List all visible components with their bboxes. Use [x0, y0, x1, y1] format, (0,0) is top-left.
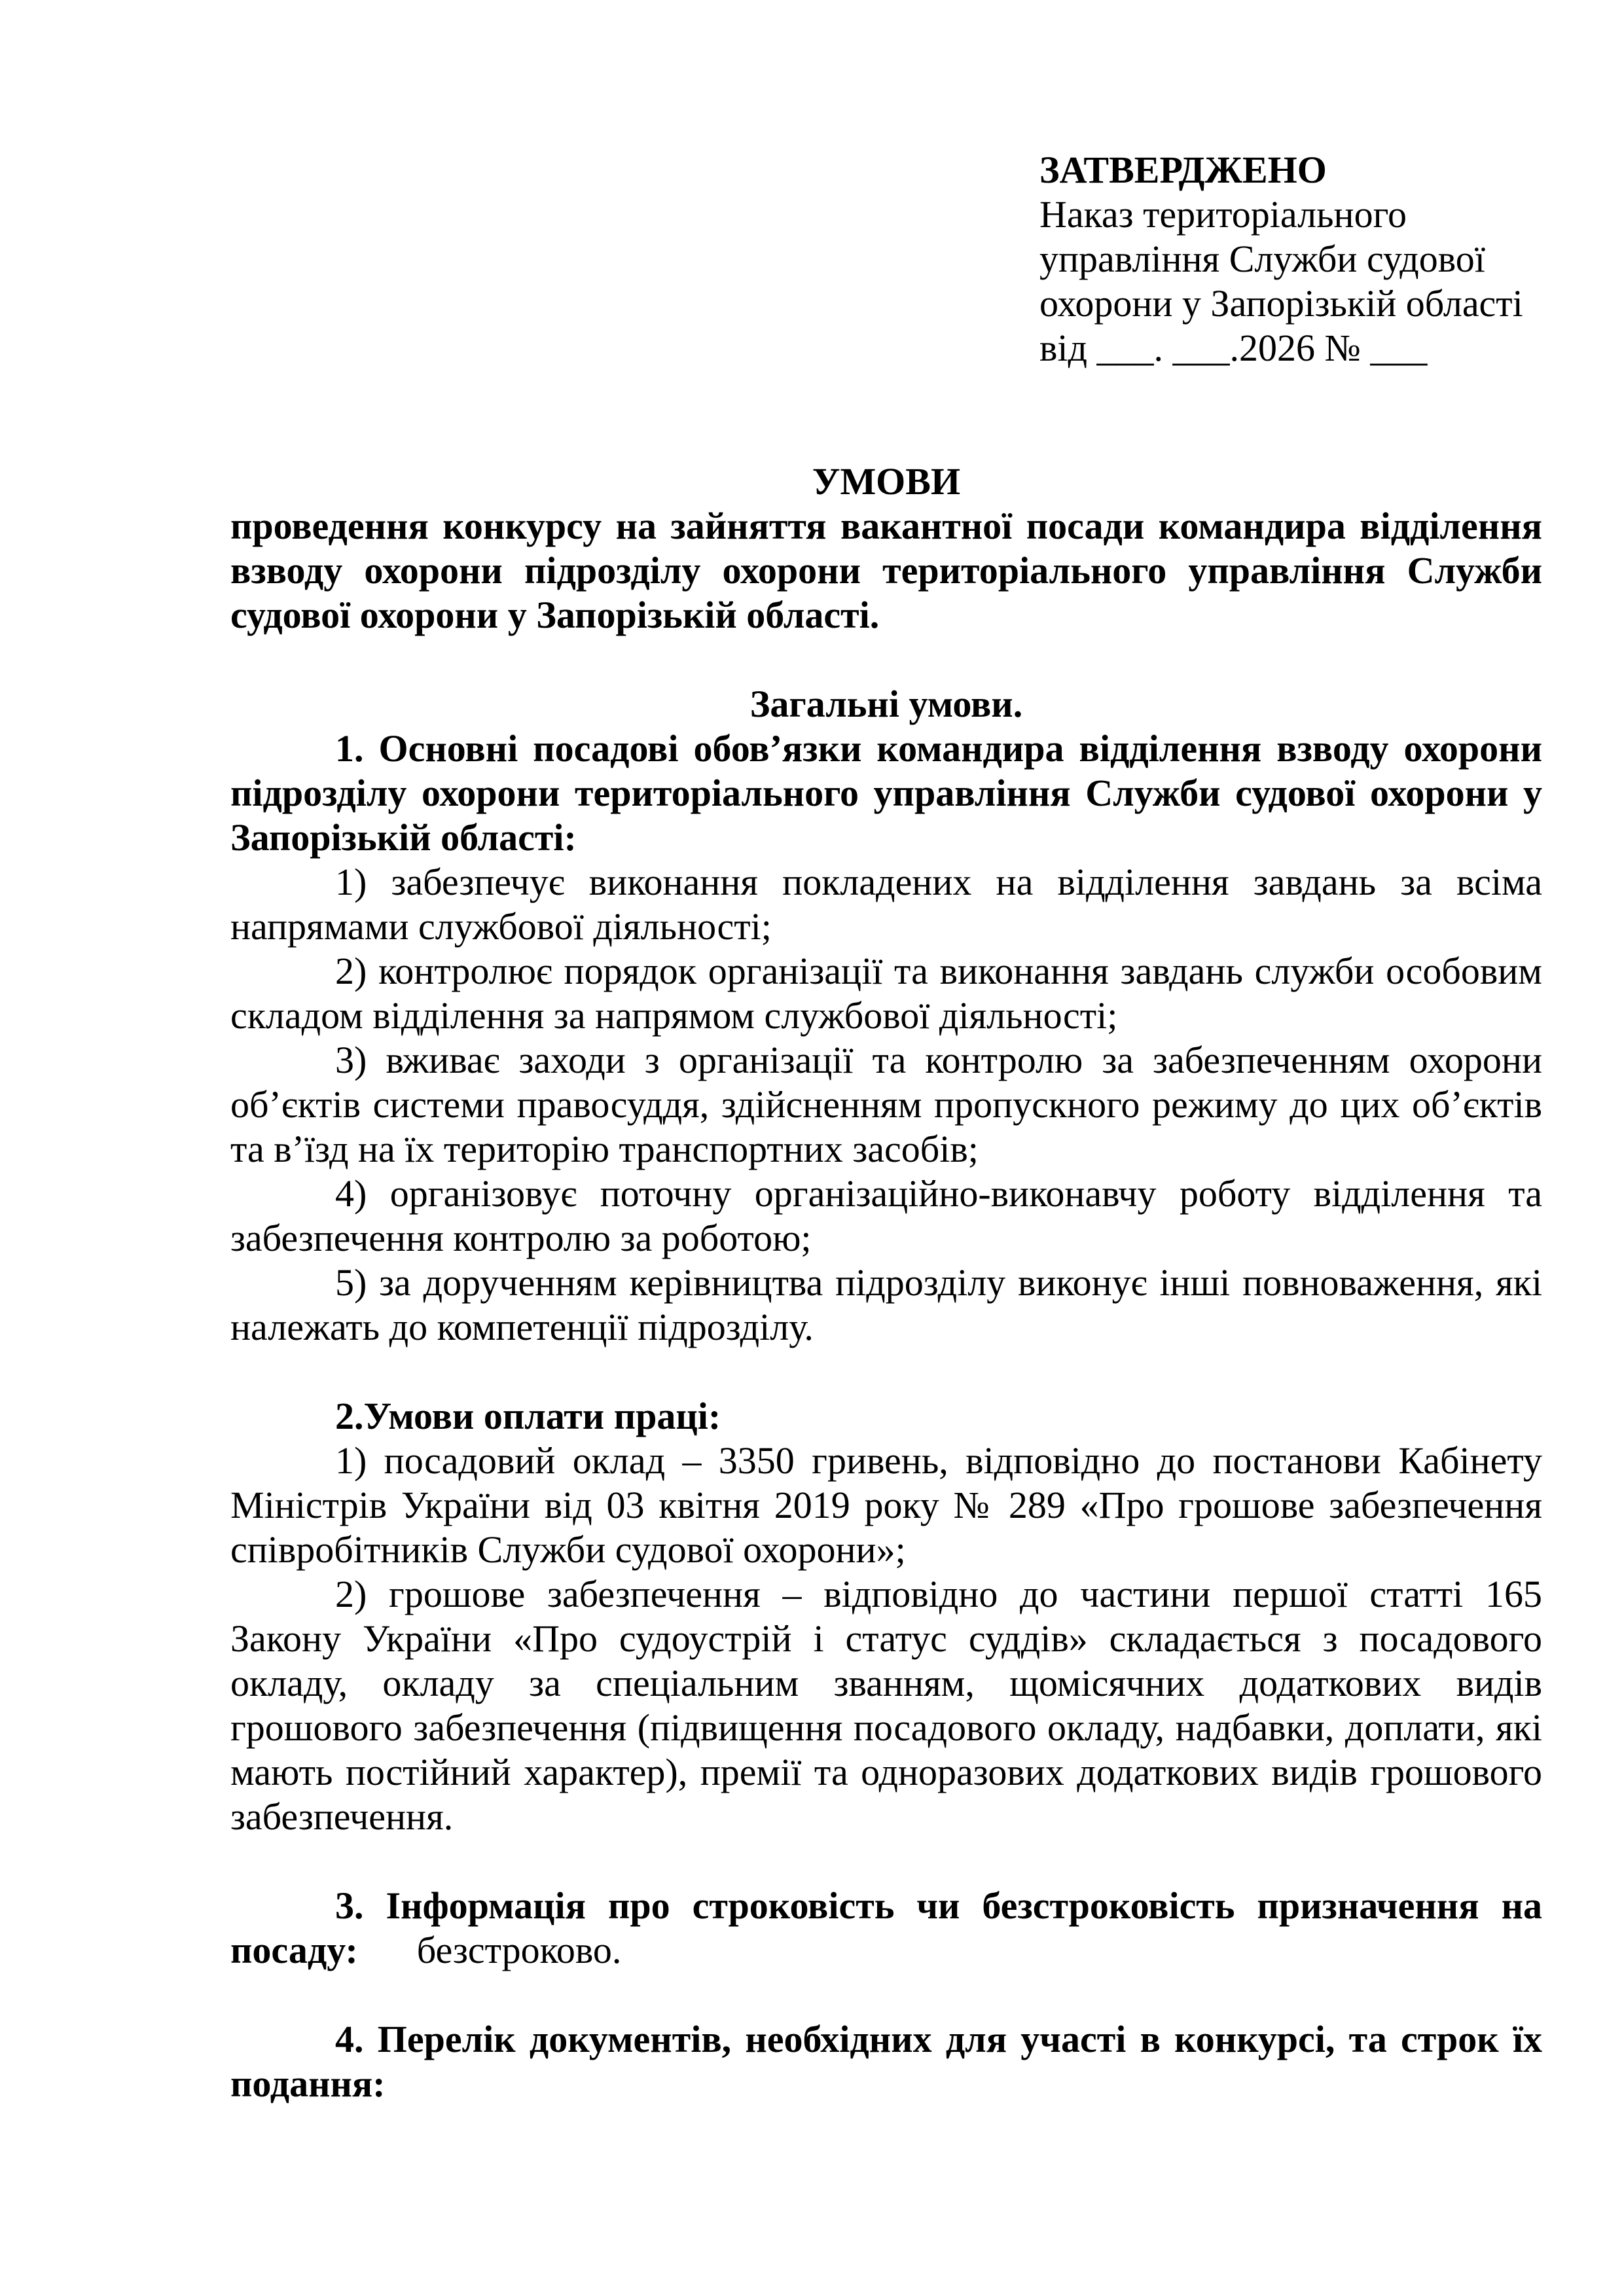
- section-2-item: 1) посадовий оклад – 3350 гривень, відповідно до постанови Кабінету Міністрів України від 03 квітня 2019 року № 289 «Про грошове забезпечення співробітників Служби судової охорони»;: [230, 1439, 1542, 1571]
- general-conditions-heading: Загальні умови.: [749, 683, 1023, 725]
- section-1-item: 4) організовує поточну організаційно-виконавчу роботу відділення та забезпечення контролю за роботою;: [230, 1172, 1542, 1259]
- section-3: [230, 1884, 1542, 1973]
- section-2-item: 2) грошове забезпечення – відповідно до частини першої статті 165 Закону України «Про судоустрій і статус суддів» складається з посадового окладу, окладу за спеціальним званням, щомісячних додаткових видів грошового забезпечення (підвищення посадового окладу, надбавки, доплати, які мають постійний характер), премії та одноразових додаткових видів грошового забезпечення.: [230, 1573, 1542, 1838]
- section-1-item: 2) контролює порядок організації та виконання завдань служби особовим складом відділення за напрямом службової діяльності;: [230, 950, 1542, 1037]
- approval-title: ЗАТВЕРДЖЕНО: [1039, 149, 1327, 191]
- section-3-heading: 3. Інформація про строковість чи безстроковість призначення на посаду:: [230, 1884, 1542, 1971]
- section-1-heading: 1. Основні посадові обов’язки командира відділення взводу охорони підрозділу охорони територіального управління Служби судової охорони у Запорізькій області:: [230, 727, 1542, 859]
- approval-date-line: від ___. ___.2026 № ___: [1039, 327, 1428, 369]
- document-body: [230, 459, 1542, 2106]
- section-2-heading: 2.Умови оплати праці:: [335, 1395, 721, 1437]
- section-1-item: 1) забезпечує виконання покладених на відділення завдань за всіма напрямами службової діяльності;: [230, 861, 1542, 948]
- section-1-item: 5) за дорученням керівництва підрозділу виконує інші повноваження, які належать до компетенції підрозділу.: [230, 1261, 1542, 1348]
- approval-line: охорони у Запорізькій області: [1039, 282, 1523, 325]
- approval-line: Наказ територіального: [1039, 193, 1407, 236]
- document-title: УМОВИ: [812, 460, 961, 503]
- approval-line: управління Служби судової: [1039, 238, 1485, 280]
- document-subtitle: проведення конкурсу на зайняття вакантної посади командира відділення взводу охорони підрозділу охорони територіального управління Служби судової охорони у Запорізькій області.: [230, 505, 1542, 636]
- section-3-value: безстроково.: [416, 1929, 622, 1971]
- section-4-heading: 4. Перелік документів, необхідних для участі в конкурсі, та строк їх подання:: [230, 2018, 1542, 2105]
- approval-stamp: [1039, 148, 1576, 370]
- section-1-item: 3) вживає заходи з організації та контролю за забезпеченням охорони об’єктів системи правосуддя, здійсненням пропускного режиму до цих об’єктів та в’їзд на їх територію транспортних засобів;: [230, 1039, 1542, 1170]
